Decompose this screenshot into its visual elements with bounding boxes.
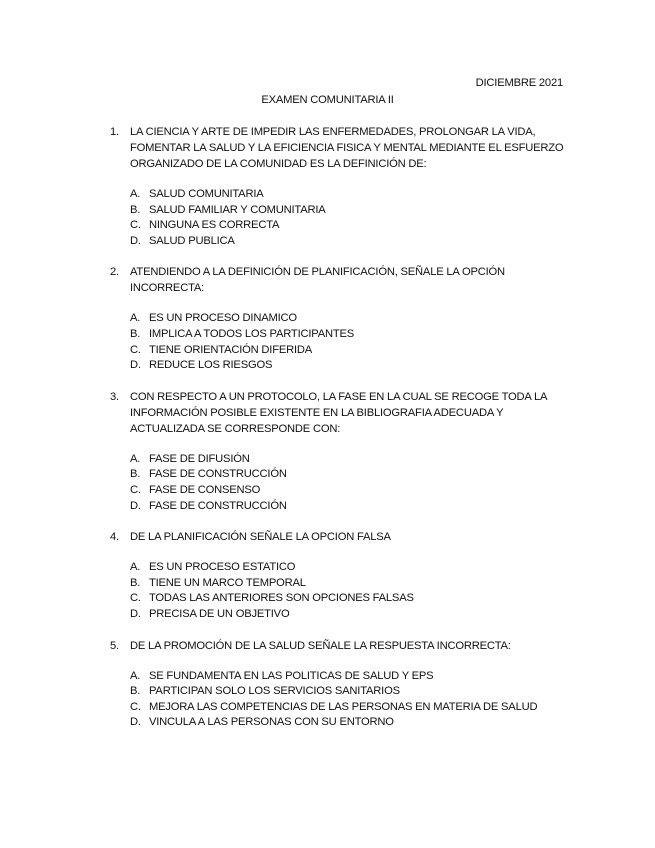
option-letter: A. bbox=[130, 669, 141, 682]
option-letter: A. bbox=[130, 312, 141, 325]
question-text: CON RESPECTO A UN PROTOCOLO, LA FASE EN LA CUAL SE RECOGE TODA LA INFORMACIÓN POSIBLE EXISTENTE EN LA BIBLIOGRAFIA ADECUADA Y ACTUALIZADA SE CORRESPONDE CON: bbox=[130, 390, 547, 435]
option-letter: B. bbox=[130, 327, 141, 340]
option-d bbox=[130, 499, 570, 515]
exam-date: DICIEMBRE 2021 bbox=[475, 77, 563, 89]
option-letter: C. bbox=[130, 219, 141, 232]
option-letter: C. bbox=[130, 343, 141, 356]
option-letter: D. bbox=[130, 234, 141, 247]
option-letter: A. bbox=[130, 561, 141, 574]
option-list bbox=[130, 669, 570, 731]
option-text: IMPLICA A TODOS LOS PARTICIPANTES bbox=[149, 327, 354, 340]
option-letter: A. bbox=[130, 452, 141, 465]
option-text: SALUD FAMILIAR Y COMUNITARIA bbox=[149, 203, 326, 216]
option-letter: B. bbox=[130, 685, 141, 698]
question-number: 5. bbox=[110, 639, 119, 652]
question-1 bbox=[110, 124, 570, 249]
question-number: 3. bbox=[110, 390, 119, 403]
option-letter: C. bbox=[130, 700, 141, 713]
option-letter: D. bbox=[130, 499, 141, 512]
option-text: NINGUNA ES CORRECTA bbox=[149, 219, 280, 232]
option-letter: D. bbox=[130, 607, 141, 620]
option-d bbox=[130, 234, 570, 250]
option-letter: C. bbox=[130, 483, 141, 496]
option-d bbox=[130, 358, 570, 374]
option-a bbox=[130, 669, 570, 685]
question-text: DE LA PLANIFICACIÓN SEÑALE LA OPCION FALSA bbox=[130, 531, 391, 544]
option-text: SALUD PUBLICA bbox=[149, 234, 235, 247]
option-d bbox=[130, 715, 570, 731]
option-c bbox=[130, 700, 570, 716]
option-text: VINCULA A LAS PERSONAS CON SU ENTORNO bbox=[149, 716, 394, 729]
option-letter: A. bbox=[130, 188, 141, 200]
option-text: REDUCE LOS RIESGOS bbox=[149, 359, 273, 372]
question-number: 1. bbox=[110, 126, 119, 138]
option-c bbox=[130, 483, 570, 499]
option-list bbox=[130, 311, 570, 373]
exam-title: EXAMEN COMUNITARIA II bbox=[261, 94, 394, 106]
option-letter: D. bbox=[130, 359, 141, 372]
option-c bbox=[130, 343, 570, 359]
question-list bbox=[110, 124, 570, 746]
question-3 bbox=[110, 389, 570, 514]
option-text: FASE DE CONSTRUCCIÓN bbox=[149, 468, 287, 481]
question-text: LA CIENCIA Y ARTE DE IMPEDIR LAS ENFERMEDADES, PROLONGAR LA VIDA, FOMENTAR LA SALUD Y LA EFICIENCIA FISICA Y MENTAL MEDIANTE EL ESFUERZO ORGANIZADO DE LA COMUNIDAD ES LA DEFINICIÓN DE: bbox=[130, 126, 564, 170]
question-2 bbox=[110, 264, 570, 373]
option-text: ES UN PROCESO ESTATICO bbox=[149, 561, 296, 574]
option-a bbox=[130, 311, 570, 327]
option-a bbox=[130, 560, 570, 576]
option-c bbox=[130, 218, 570, 234]
option-text: FASE DE CONSENSO bbox=[149, 483, 261, 496]
option-b bbox=[130, 327, 570, 343]
option-b bbox=[130, 467, 570, 483]
option-text: ES UN PROCESO DINAMICO bbox=[149, 312, 297, 325]
option-text: SALUD COMUNITARIA bbox=[149, 188, 264, 200]
option-list bbox=[130, 452, 570, 514]
question-number: 2. bbox=[110, 266, 119, 279]
option-c bbox=[130, 591, 570, 607]
option-text: TODAS LAS ANTERIORES SON OPCIONES FALSAS bbox=[149, 592, 414, 605]
option-text: FASE DE CONSTRUCCIÓN bbox=[149, 499, 287, 512]
option-text: SE FUNDAMENTA EN LAS POLITICAS DE SALUD Y EPS bbox=[149, 669, 434, 682]
option-text: MEJORA LAS COMPETENCIAS DE LAS PERSONAS EN MATERIA DE SALUD bbox=[149, 700, 538, 713]
option-text: PARTICIPAN SOLO LOS SERVICIOS SANITARIOS bbox=[149, 685, 400, 698]
option-letter: B. bbox=[130, 468, 141, 481]
option-list bbox=[130, 187, 570, 249]
option-b bbox=[130, 684, 570, 700]
option-list bbox=[130, 560, 570, 622]
option-text: FASE DE DIFUSIÓN bbox=[149, 452, 250, 465]
option-text: TIENE ORIENTACIÓN DIFERIDA bbox=[149, 343, 313, 356]
option-b bbox=[130, 576, 570, 592]
question-number: 4. bbox=[110, 531, 119, 544]
option-a bbox=[130, 187, 570, 203]
option-letter: B. bbox=[130, 203, 141, 216]
question-4 bbox=[110, 529, 570, 622]
option-b bbox=[130, 203, 570, 219]
option-d bbox=[130, 607, 570, 623]
option-text: TIENE UN MARCO TEMPORAL bbox=[149, 576, 306, 589]
question-text: DE LA PROMOCIÓN DE LA SALUD SEÑALE LA RESPUESTA INCORRECTA: bbox=[130, 639, 511, 652]
question-5 bbox=[110, 638, 570, 731]
option-letter: C. bbox=[130, 592, 141, 605]
option-text: PRECISA DE UN OBJETIVO bbox=[149, 607, 290, 620]
option-letter: D. bbox=[130, 716, 141, 729]
option-letter: B. bbox=[130, 576, 141, 589]
option-a bbox=[130, 452, 570, 468]
question-text: ATENDIENDO A LA DEFINICIÓN DE PLANIFICACIÓN, SEÑALE LA OPCIÓN INCORRECTA: bbox=[130, 266, 505, 295]
